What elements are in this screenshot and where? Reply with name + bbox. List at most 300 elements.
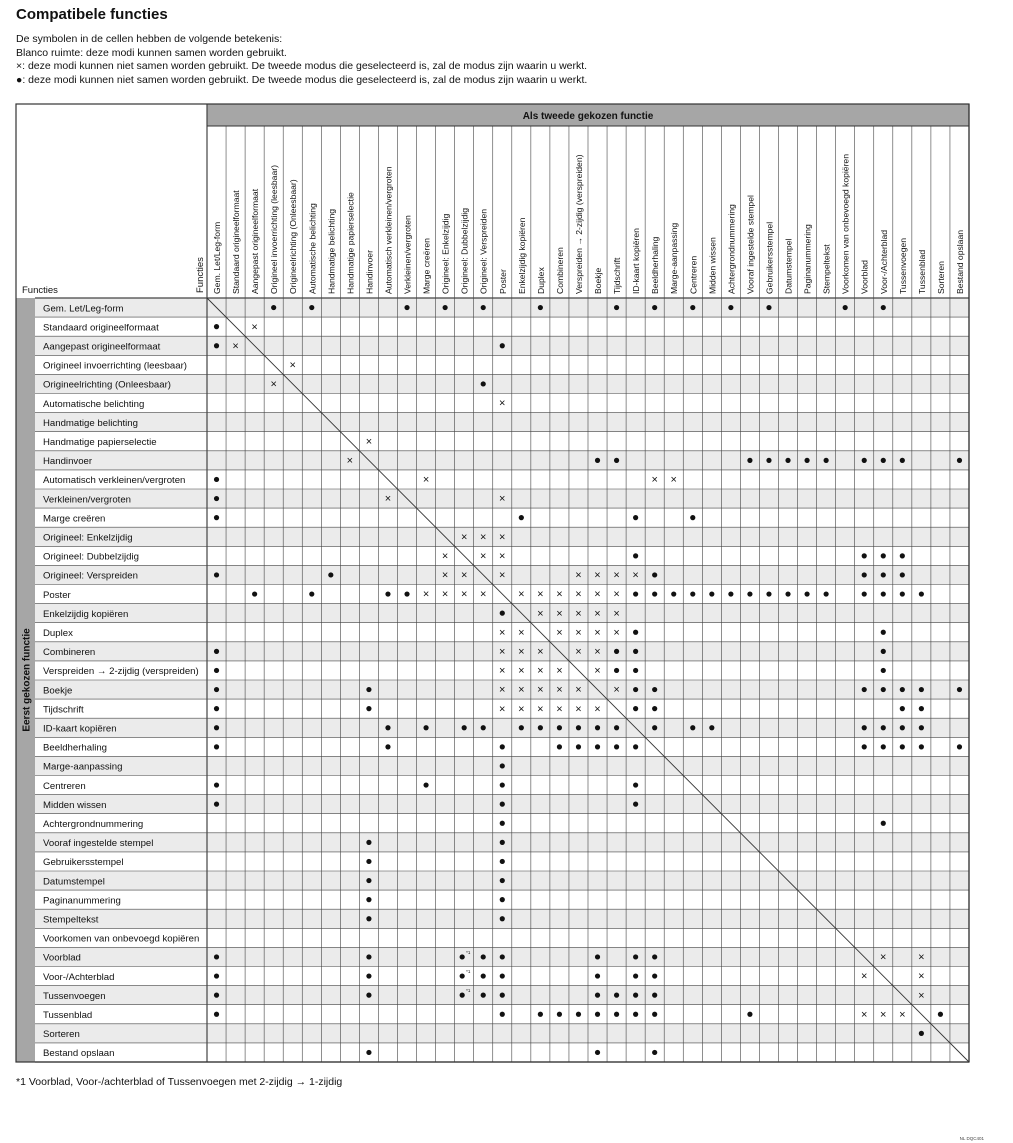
dot-symbol — [557, 744, 562, 749]
dot-symbol — [214, 515, 219, 520]
dot-symbol — [728, 591, 733, 596]
cross-symbol: × — [880, 951, 887, 964]
dot-symbol — [595, 993, 600, 998]
dot-symbol — [614, 1012, 619, 1017]
column-header: Duplex — [535, 267, 546, 294]
row-header: Handinvoer — [43, 456, 93, 468]
row-header: Verspreiden → 2-zijdig (verspreiden) — [43, 666, 199, 678]
corner-col-label: Functies — [195, 257, 206, 293]
dot-symbol — [957, 458, 962, 463]
dot-symbol — [652, 1012, 657, 1017]
cross-symbol: × — [556, 607, 563, 620]
dot-symbol — [366, 897, 371, 902]
cross-symbol: × — [365, 435, 373, 448]
dot-symbol — [652, 954, 657, 959]
dot-symbol — [652, 706, 657, 711]
dot-symbol — [652, 1050, 657, 1055]
cross-symbol: × — [518, 626, 525, 639]
dot-symbol — [633, 744, 638, 749]
dot-symbol — [652, 572, 657, 577]
cross-symbol: × — [422, 474, 430, 487]
dot-symbol — [500, 611, 505, 616]
dot-symbol — [214, 687, 219, 692]
dot-symbol — [747, 1012, 752, 1017]
dot-symbol — [862, 553, 867, 558]
cross-symbol: × — [251, 321, 258, 334]
cross-symbol: × — [575, 703, 582, 716]
dot-symbol — [500, 802, 505, 807]
dot-symbol — [214, 1012, 219, 1017]
dot-symbol — [309, 591, 314, 596]
cross-symbol: × — [480, 531, 487, 544]
cross-symbol: × — [518, 645, 525, 658]
dot-symbol — [576, 1012, 581, 1017]
dot-symbol — [633, 687, 638, 692]
row-shading — [35, 451, 969, 470]
dot-symbol — [919, 591, 924, 596]
cross-symbol: × — [575, 607, 582, 620]
cross-symbol: × — [556, 665, 563, 678]
column-header: Automatisch verkleinen/vergroten — [383, 166, 394, 294]
dot-symbol — [900, 591, 905, 596]
column-header: Marge-aanpassing — [669, 222, 680, 294]
column-header: Gebruikersstempel — [764, 221, 775, 294]
dot-symbol — [881, 630, 886, 635]
dot-symbol — [576, 725, 581, 730]
dot-symbol — [633, 706, 638, 711]
row-header: Automatisch verkleinen/vergroten — [43, 475, 186, 487]
cross-symbol: × — [499, 531, 506, 544]
dot-symbol — [214, 725, 219, 730]
cross-symbol: × — [575, 569, 582, 582]
dot-symbol — [214, 324, 219, 329]
dot-symbol — [938, 1012, 943, 1017]
column-header: Stempeltekst — [821, 244, 832, 294]
cross-symbol: × — [556, 684, 563, 697]
cross-symbol: × — [346, 454, 354, 467]
cross-symbol: × — [499, 550, 506, 563]
column-group-header: Als tweede gekozen functie — [522, 111, 654, 122]
dot-symbol — [557, 725, 562, 730]
dot-symbol — [824, 591, 829, 596]
cross-symbol: × — [499, 684, 506, 697]
cross-symbol: × — [670, 474, 677, 487]
row-header: Beeldherhaling — [43, 742, 108, 754]
dot-symbol — [538, 725, 543, 730]
legend-dot: ●: deze modi kunnen niet samen worden gebruikt. De tweede modus die geselecteerd is, zal de modus zijn waarin u werkt. — [16, 73, 588, 86]
cross-symbol: × — [460, 588, 468, 601]
cross-symbol: × — [499, 665, 506, 678]
footnote: *1 Voorblad, Voor-/achterblad of Tussenvoegen met 2-zijdig → 1-zijdig — [16, 1076, 343, 1088]
dot-symbol — [538, 305, 543, 310]
column-header: Voor-/Achterblad — [878, 229, 889, 294]
dot-symbol — [957, 687, 962, 692]
dot-symbol — [481, 954, 486, 959]
column-header: Sorteren — [935, 261, 946, 294]
column-header: Midden wissen — [707, 237, 718, 294]
cross-symbol: × — [575, 626, 582, 639]
dot-symbol — [595, 458, 600, 463]
dot-symbol — [690, 305, 695, 310]
dot-footnote-symbol — [460, 954, 465, 959]
row-header: Enkelzijdig kopiëren — [43, 608, 129, 620]
column-header: Combineren — [554, 247, 565, 294]
dot-symbol — [500, 782, 505, 787]
cross-symbol: × — [537, 645, 544, 658]
dot-symbol — [709, 591, 714, 596]
dot-symbol — [614, 668, 619, 673]
footnote-marker: *1 — [466, 949, 471, 955]
dot-symbol — [804, 458, 809, 463]
page-title: Compatibele functies — [16, 6, 168, 23]
dot-symbol — [881, 572, 886, 577]
dot-symbol — [366, 687, 371, 692]
row-header: Voorkomen van onbevoegd kopiëren — [43, 933, 200, 945]
cross-symbol: × — [537, 703, 544, 716]
dot-symbol — [214, 973, 219, 978]
dot-symbol — [404, 305, 409, 310]
dot-symbol — [900, 706, 905, 711]
dot-footnote-symbol — [460, 973, 465, 978]
dot-symbol — [385, 725, 390, 730]
dot-symbol — [881, 591, 886, 596]
cross-symbol: × — [613, 588, 620, 601]
dot-symbol — [900, 458, 905, 463]
dot-symbol — [881, 553, 886, 558]
dot-symbol — [747, 458, 752, 463]
dot-symbol — [614, 305, 619, 310]
cross-symbol: × — [613, 684, 620, 697]
dot-symbol — [500, 343, 505, 348]
row-header: Sorteren — [43, 1029, 80, 1041]
column-header: Handinvoer — [364, 250, 375, 294]
row-header: Marge creëren — [43, 513, 106, 525]
cross-symbol: × — [518, 588, 525, 601]
column-header: Marge creëren — [421, 238, 432, 294]
row-header: Marge-aanpassing — [43, 761, 123, 773]
column-header: Handmatige papierselectie — [345, 192, 356, 294]
cross-symbol: × — [594, 626, 601, 639]
dot-symbol — [500, 878, 505, 883]
dot-symbol — [862, 458, 867, 463]
cross-symbol: × — [518, 684, 525, 697]
dot-symbol — [443, 305, 448, 310]
cross-symbol: × — [899, 1008, 906, 1021]
corner-row-label: Functies — [22, 285, 58, 296]
dot-symbol — [500, 1012, 505, 1017]
cross-symbol: × — [575, 684, 582, 697]
column-header: Beeldherhaling — [650, 236, 661, 294]
cross-symbol: × — [613, 569, 620, 582]
dot-symbol — [785, 591, 790, 596]
cross-symbol: × — [422, 588, 430, 601]
dot-symbol — [423, 725, 428, 730]
row-header: Origineelrichting (Onleesbaar) — [43, 379, 171, 391]
dot-symbol — [214, 572, 219, 577]
row-header: Voorblad — [43, 952, 81, 964]
dot-symbol — [500, 840, 505, 845]
row-header: Automatische belichting — [43, 398, 145, 410]
cross-symbol: × — [556, 626, 563, 639]
column-header: Gem. Let/Leg-form — [212, 221, 223, 294]
cross-symbol: × — [499, 703, 506, 716]
dot-symbol — [900, 572, 905, 577]
column-header: Origineelrichting (Onleesbaar) — [288, 179, 299, 294]
dot-symbol — [919, 725, 924, 730]
dot-symbol — [500, 993, 505, 998]
dot-symbol — [328, 572, 333, 577]
dot-symbol — [652, 993, 657, 998]
dot-symbol — [633, 668, 638, 673]
column-header: Centreren — [688, 255, 699, 294]
dot-symbol — [919, 1031, 924, 1036]
dot-symbol — [519, 515, 524, 520]
dot-symbol — [366, 973, 371, 978]
row-header: Achtergrondnummering — [43, 819, 144, 830]
column-header: Datumstempel — [783, 238, 794, 294]
dot-symbol — [214, 477, 219, 482]
dot-symbol — [633, 649, 638, 654]
cross-symbol: × — [537, 665, 544, 678]
cross-symbol: × — [518, 665, 525, 678]
dot-symbol — [595, 744, 600, 749]
dot-symbol — [557, 1012, 562, 1017]
dot-symbol — [500, 916, 505, 921]
dot-symbol — [919, 687, 924, 692]
cross-symbol: × — [613, 626, 620, 639]
column-header: Aangepast origineelformaat — [250, 188, 261, 294]
dot-symbol — [881, 458, 886, 463]
dot-symbol — [957, 744, 962, 749]
row-header: Vooraf ingestelde stempel — [43, 838, 154, 850]
row-header: Origineel invoerrichting (leesbaar) — [43, 360, 187, 372]
dot-symbol — [633, 954, 638, 959]
dot-symbol — [500, 859, 505, 864]
dot-symbol — [423, 782, 428, 787]
cross-symbol: × — [384, 493, 392, 506]
row-header: Aangepast origineelformaat — [43, 341, 161, 353]
column-header: Origineel invoerrichting (leesbaar) — [269, 165, 280, 294]
dot-symbol — [862, 687, 867, 692]
dot-symbol — [404, 591, 409, 596]
cross-symbol: × — [556, 703, 563, 716]
dot-symbol — [919, 706, 924, 711]
dot-symbol — [881, 725, 886, 730]
row-group-header: Eerst gekozen functie — [21, 628, 33, 732]
column-header: Origineel: Dubbelzijdig — [459, 208, 470, 294]
dot-symbol — [747, 591, 752, 596]
dot-symbol — [900, 553, 905, 558]
cross-symbol: × — [537, 588, 544, 601]
dot-symbol — [614, 744, 619, 749]
cross-symbol: × — [594, 645, 601, 658]
dot-symbol — [366, 859, 371, 864]
dot-symbol — [690, 591, 695, 596]
cross-symbol: × — [480, 588, 487, 601]
row-header: Gebruikersstempel — [43, 857, 124, 869]
row-header: Midden wissen — [43, 799, 107, 811]
row-header: Tussenblad — [43, 1010, 93, 1021]
legend-cross: ×: deze modi kunnen niet samen worden gebruikt. De tweede modus die geselecteerd is, zal de modus zijn waarin u werkt. — [16, 60, 588, 72]
cross-symbol: × — [594, 665, 601, 678]
cross-symbol: × — [441, 588, 449, 601]
dot-symbol — [919, 744, 924, 749]
cross-symbol: × — [594, 569, 601, 582]
column-header: Verkleinen/vergroten — [402, 215, 413, 294]
row-header: Tijdschrift — [43, 704, 84, 716]
cross-symbol: × — [499, 626, 506, 639]
dot-symbol — [214, 782, 219, 787]
dot-symbol — [481, 973, 486, 978]
dot-symbol — [881, 305, 886, 310]
row-header: Stempeltekst — [43, 914, 99, 926]
cross-symbol: × — [613, 607, 620, 620]
row-header: Datumstempel — [43, 876, 105, 888]
dot-symbol — [652, 973, 657, 978]
cross-symbol: × — [880, 1008, 887, 1021]
column-header: Handmatige belichting — [326, 208, 337, 294]
dot-symbol — [481, 993, 486, 998]
cross-symbol: × — [460, 569, 468, 582]
column-header: Voorblad — [859, 260, 870, 294]
row-header: Gem. Let/Leg-form — [43, 303, 124, 315]
dot-symbol — [500, 897, 505, 902]
dot-symbol — [785, 458, 790, 463]
dot-symbol — [538, 1012, 543, 1017]
row-header: ID-kaart kopiëren — [43, 723, 117, 735]
row-header: Tussenvoegen — [43, 990, 106, 1002]
row-header: Boekje — [43, 685, 73, 697]
dot-symbol — [614, 649, 619, 654]
column-header: Achtergrondnummering — [726, 204, 737, 294]
dot-symbol — [366, 954, 371, 959]
dot-symbol — [595, 1012, 600, 1017]
cross-symbol: × — [289, 359, 296, 372]
column-header: Bestand opslaan — [954, 229, 965, 294]
dot-symbol — [481, 305, 486, 310]
dot-symbol — [366, 993, 371, 998]
dot-symbol — [366, 878, 371, 883]
dot-symbol — [900, 725, 905, 730]
column-header: Tussenblad — [916, 249, 927, 294]
dot-symbol — [824, 458, 829, 463]
dot-symbol — [214, 954, 219, 959]
dot-symbol — [252, 591, 257, 596]
dot-symbol — [500, 973, 505, 978]
dot-symbol — [633, 993, 638, 998]
column-header: Standaard origineelformaat — [231, 190, 242, 294]
dot-symbol — [881, 744, 886, 749]
column-header: Vooraf ingestelde stempel — [745, 195, 756, 294]
dot-symbol — [862, 725, 867, 730]
dot-footnote-symbol — [460, 993, 465, 998]
cross-symbol: × — [499, 645, 506, 658]
row-header: Poster — [43, 589, 71, 601]
dot-symbol — [862, 572, 867, 577]
cross-symbol: × — [232, 340, 239, 353]
dot-symbol — [576, 744, 581, 749]
dot-symbol — [500, 954, 505, 959]
row-header: Verkleinen/vergroten — [43, 494, 131, 506]
dot-symbol — [385, 591, 390, 596]
row-header: Combineren — [43, 647, 96, 659]
dot-symbol — [214, 993, 219, 998]
legend-blank: Blanco ruimte: deze modi kunnen samen worden gebruikt. — [16, 46, 287, 59]
dot-symbol — [900, 744, 905, 749]
cross-symbol: × — [499, 493, 506, 506]
dot-symbol — [366, 916, 371, 921]
dot-symbol — [652, 687, 657, 692]
dot-symbol — [766, 458, 771, 463]
dot-symbol — [862, 744, 867, 749]
cross-symbol: × — [518, 703, 525, 716]
column-header: Origineel: Verspreiden — [478, 208, 489, 294]
cross-symbol: × — [480, 550, 487, 563]
row-header: Bestand opslaan — [43, 1048, 115, 1060]
footnote-marker: *1 — [466, 969, 471, 975]
cross-symbol: × — [918, 989, 925, 1002]
cross-symbol: × — [537, 607, 544, 620]
dot-symbol — [366, 1050, 371, 1055]
dot-symbol — [481, 725, 486, 730]
row-shading — [35, 413, 969, 432]
column-header: Boekje — [593, 267, 604, 294]
column-header: Verspreiden → 2-zijdig (verspreiden) — [573, 154, 584, 294]
column-header: Voorkomen van onbevoegd kopiëren — [840, 154, 851, 294]
dot-symbol — [633, 591, 638, 596]
dot-symbol — [366, 840, 371, 845]
dot-symbol — [690, 515, 695, 520]
dot-symbol — [900, 687, 905, 692]
dot-symbol — [633, 973, 638, 978]
row-header: Origineel: Enkelzijdig — [43, 532, 133, 544]
cross-symbol: × — [575, 588, 582, 601]
dot-symbol — [271, 305, 276, 310]
row-header: Origineel: Verspreiden — [43, 570, 138, 582]
dot-symbol — [709, 725, 714, 730]
row-header: Duplex — [43, 628, 73, 639]
dot-symbol — [633, 802, 638, 807]
legend-intro: De symbolen in de cellen hebben de volgende betekenis: — [16, 33, 283, 45]
cross-symbol: × — [556, 588, 563, 601]
dot-symbol — [385, 744, 390, 749]
dot-symbol — [633, 630, 638, 635]
dot-symbol — [214, 668, 219, 673]
dot-symbol — [614, 725, 619, 730]
cross-symbol: × — [499, 397, 506, 410]
dot-symbol — [214, 496, 219, 501]
dot-symbol — [366, 706, 371, 711]
column-header: Origineel: Enkelzijdig — [440, 213, 451, 294]
row-header: Handmatige papierselectie — [43, 437, 157, 448]
cross-symbol: × — [594, 703, 601, 716]
dot-symbol — [595, 725, 600, 730]
cross-symbol: × — [594, 588, 601, 601]
dot-symbol — [614, 458, 619, 463]
cross-symbol: × — [861, 1008, 868, 1021]
dot-symbol — [652, 725, 657, 730]
row-header: Paginanummering — [43, 895, 121, 907]
cross-symbol: × — [918, 951, 925, 964]
cross-symbol: × — [575, 645, 582, 658]
row-header: Origineel: Dubbelzijdig — [43, 551, 139, 563]
dot-symbol — [500, 821, 505, 826]
dot-symbol — [595, 1050, 600, 1055]
column-header: ID-kaart kopiëren — [631, 228, 642, 294]
cross-symbol: × — [918, 970, 925, 983]
dot-symbol — [690, 725, 695, 730]
dot-symbol — [766, 591, 771, 596]
